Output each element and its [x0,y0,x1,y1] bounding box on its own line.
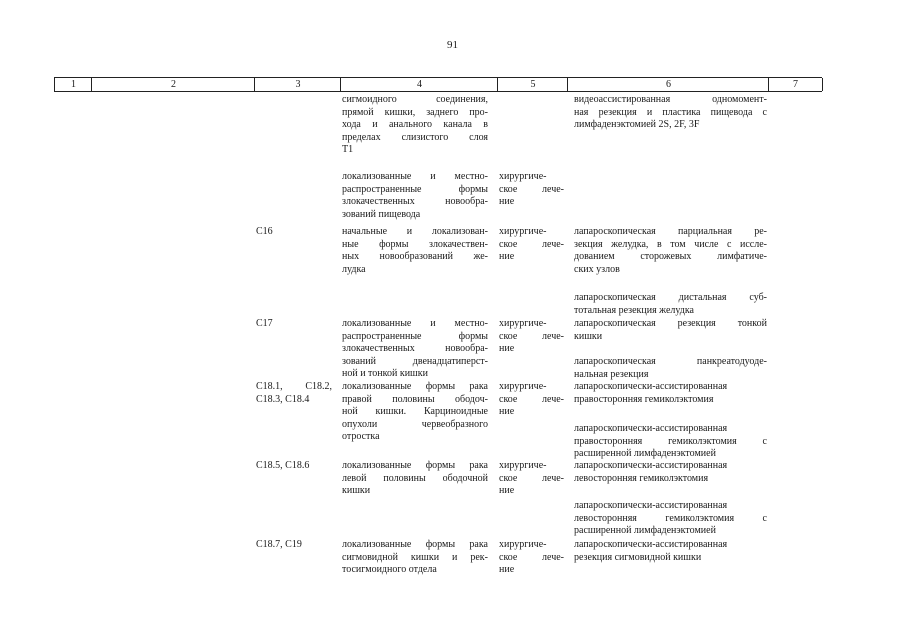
row-11-condition-line: тосигмоидного отдела [342,564,437,575]
row-2-condition-line: распространенные формы [342,183,488,195]
row-1-condition-line: пределах слизистого слоя [342,131,488,143]
row-3-treatment-line: хирургиче- [499,226,547,237]
row-7-codes-line: C18.1, C18.2, [256,381,332,392]
row-7-codes-line: C18.3, C18.4 [256,393,310,405]
row-5-condition-line: распространенные формы [342,330,488,342]
row-1-method-line: видеоассистированная одномомент- [574,94,767,105]
row-3-method-line: ских узлов [574,263,620,275]
header-cell-5: 5 [497,78,568,91]
row-3-method-line: лапароскопическая парциальная ре- [574,226,767,237]
row-7-condition-line: отростка [342,431,380,442]
row-2-treatment-line: хирургиче- [499,171,547,182]
row-3-method-line: зекция желудка, в том числе с иссле- [574,238,767,250]
row-5-condition-line: локализованные и местно- [342,318,488,329]
row-7-method-line: лапароскопически-ассистированная [574,381,728,392]
row-10-method-line: лапароскопически-ассистированная [574,500,728,511]
page-number: 91 [447,39,458,51]
row-7-condition-line: правой половины ободоч- [342,393,488,405]
row-1-condition-line: хода и анального канала в [342,119,488,130]
row-4-method-line: тотальная резекция желудка [574,304,694,316]
row-1-method-line: лимфаденэктомией 2S, 2F, 3F [574,119,700,130]
row-9-condition-line: левой половины ободочной [342,472,488,484]
row-5-method-line: кишки [574,330,603,342]
row-11-condition-line: сигмовидной кишки и рек- [342,551,488,563]
row-2-condition-line: зований пищевода [342,208,421,220]
table-header-row [54,77,822,92]
row-5-condition-line: зований двенадцатиперст- [342,355,488,367]
row-8-method-line: лапароскопически-ассистированная [574,423,728,434]
row-1-condition-line: прямой кишки, заднего про- [342,106,488,118]
row-3-treatment-line: ское лече- [499,238,564,250]
row-1-condition-line: T1 [342,144,354,155]
row-2-treatment-line: ское лече- [499,183,564,195]
row-6-method-line: нальная резекция [574,368,649,380]
row-11-codes-line: C18.7, C19 [256,539,302,550]
row-7-treatment-line: ние [499,406,515,417]
row-11-treatment-line: ское лече- [499,551,564,563]
row-8-method-line: расширенной лимфаденэктомией [574,448,716,459]
row-9-treatment-line: ское лече- [499,472,564,484]
row-9-condition-line: кишки [342,485,371,496]
row-7-condition-line: локализованные формы рака [342,381,488,392]
row-5-condition-line: ной и тонкой кишки [342,368,428,379]
header-cell-1: 1 [54,78,92,91]
row-9-condition-line: локализованные формы рака [342,460,488,471]
row-11-method-line: лапароскопически-ассистированная [574,539,728,550]
row-9-method-line: левосторонняя гемиколэктомия [574,472,709,484]
header-cell-4: 4 [340,78,498,91]
row-2-treatment-line: ние [499,196,515,207]
row-11-treatment-line: хирургиче- [499,539,547,550]
row-11-method-line: резекция сигмовидной кишки [574,551,702,563]
row-5-condition-line: злокачественных новообра- [342,343,488,354]
row-3-condition-line: начальные и локализован- [342,226,488,237]
header-cell-2: 2 [91,78,255,91]
row-5-treatment-line: ское лече- [499,330,564,342]
row-7-condition-line: ной кишки. Карциноидные [342,406,488,417]
row-5-treatment-line: ние [499,343,515,354]
row-5-treatment-line: хирургиче- [499,318,547,329]
row-11-treatment-line: ние [499,564,515,575]
header-cell-3: 3 [254,78,341,91]
row-1-condition-line: сигмоидного соединения, [342,94,488,105]
row-5-method-line: лапароскопическая резекция тонкой [574,318,767,329]
row-3-treatment-line: ние [499,251,515,262]
row-1-method-line: ная резекция и пластика пищевода с [574,106,767,118]
row-5-codes-line: C17 [256,318,273,329]
row-3-method-line: дованием сторожевых лимфатиче- [574,251,767,262]
row-9-method-line: лапароскопически-ассистированная [574,460,728,471]
row-6-method-line: лапароскопическая панкреатодуоде- [574,356,767,367]
row-3-condition-line: ные формы злокачествен- [342,238,488,250]
row-9-treatment-line: ние [499,485,515,496]
row-10-method-line: левосторонняя гемиколэктомия с [574,512,767,524]
row-8-method-line: правосторонняя гемиколэктомия с [574,435,767,447]
row-2-condition-line: злокачественных новообра- [342,196,488,207]
row-4-method-line: лапароскопическая дистальная суб- [574,292,767,303]
header-cell-7: 7 [768,78,823,91]
row-2-condition-line: локализованные и местно- [342,171,488,182]
row-7-condition-line: опухоли червеобразного [342,418,488,430]
header-cell-6: 6 [567,78,769,91]
row-3-condition-line: ных новообразований же- [342,251,488,262]
row-11-condition-line: локализованные формы рака [342,539,488,550]
row-7-treatment-line: ское лече- [499,393,564,405]
row-3-codes-line: C16 [256,226,273,237]
row-10-method-line: расширенной лимфаденэктомией [574,525,716,536]
row-7-method-line: правосторонняя гемиколэктомия [574,393,714,405]
row-9-codes-line: C18.5, C18.6 [256,460,310,471]
row-3-condition-line: лудка [342,263,366,275]
row-9-treatment-line: хирургиче- [499,460,547,471]
row-7-treatment-line: хирургиче- [499,381,547,392]
